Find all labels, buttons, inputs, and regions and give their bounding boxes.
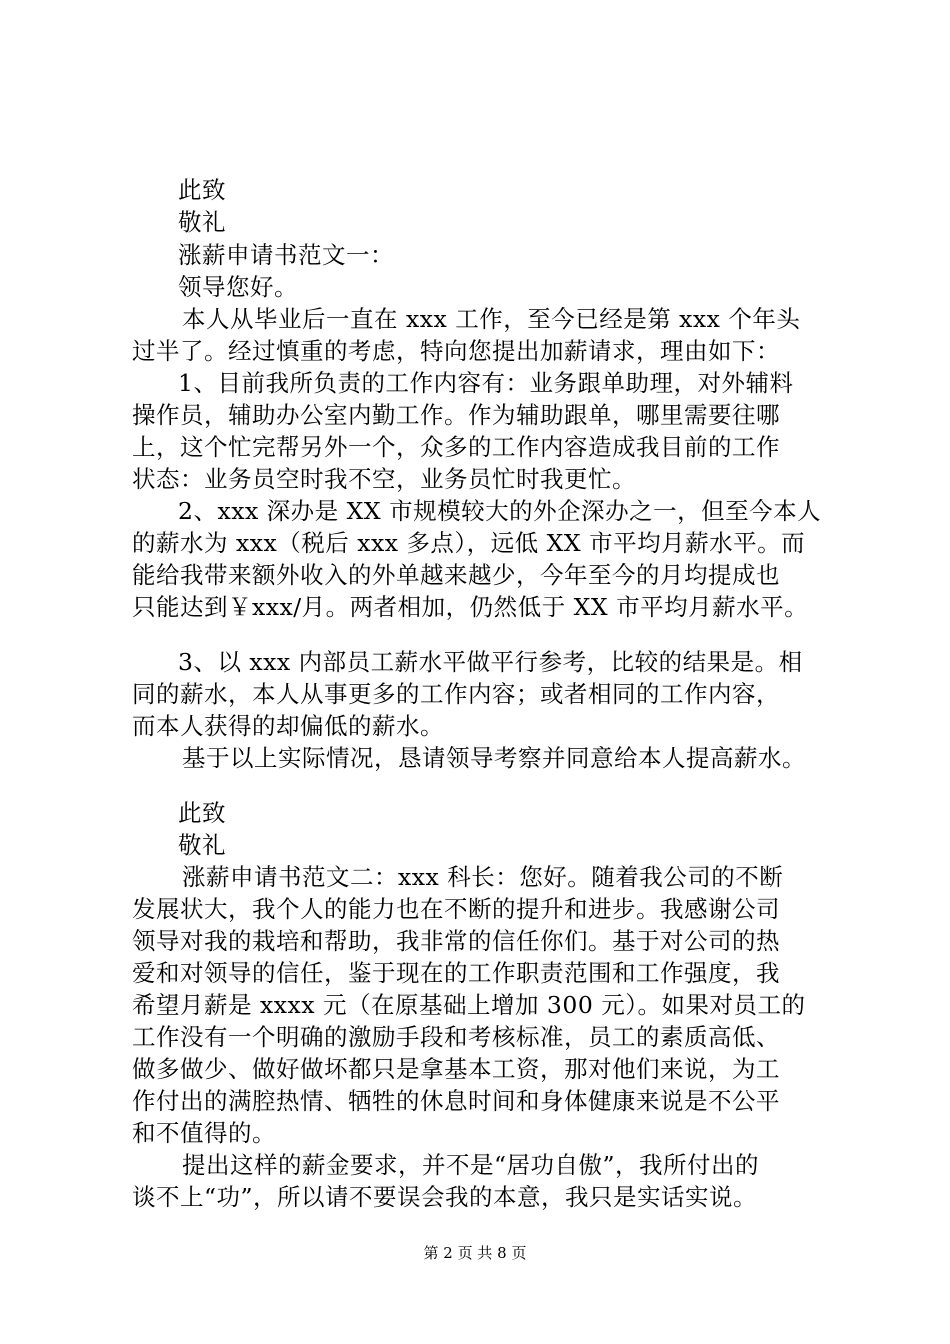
paragraph-line: 过半了。经过慎重的考虑，特向您提出加薪请求，理由如下： [132, 337, 780, 365]
paragraph-line: 2、xxx 深办是 XX 市规模较大的外企深办之一，但至今本人 [178, 497, 822, 525]
paragraph-line: 谈不上“功”，所以请不要误会我的本意，我只是实话实说。 [132, 1183, 758, 1211]
section-title: 涨薪申请书范文一： [178, 241, 394, 269]
salutation-line: 敬礼 [178, 208, 226, 236]
paragraph-line: 和不值得的。 [132, 1119, 276, 1147]
closing-line: 此致 [178, 176, 226, 204]
paragraph-line: 操作员，辅助办公室内勤工作。作为辅助跟单，哪里需要往哪 [132, 401, 780, 429]
closing-line: 此致 [178, 799, 226, 827]
paragraph-line: 希望月薪是 xxxx 元（在原基础上增加 300 元）。如果对员工的 [132, 991, 806, 1019]
paragraph-line: 提出这样的薪金要求，并不是“居功自傲”，我所付出的 [182, 1151, 760, 1179]
paragraph-line: 状态：业务员空时我不空，业务员忙时我更忙。 [132, 465, 636, 493]
paragraph-line: 能给我带来额外收入的外单越来越少，今年至今的月均提成也 [132, 561, 780, 589]
paragraph-line: 上，这个忙完帮另外一个，众多的工作内容造成我目前的工作 [132, 433, 780, 461]
paragraph-line: 发展状大，我个人的能力也在不断的提升和进步。我感谢公司 [132, 895, 780, 923]
greeting-line: 领导您好。 [178, 273, 298, 301]
salutation-line: 敬礼 [178, 831, 226, 859]
paragraph-line: 领导对我的栽培和帮助，我非常的信任你们。基于对公司的热 [132, 927, 780, 955]
paragraph-line: 工作没有一个明确的激励手段和考核标准，员工的素质高低、 [132, 1023, 780, 1051]
paragraph-line: 只能达到￥xxx/月。两者相加，仍然低于 XX 市平均月薪水平。 [132, 593, 809, 621]
paragraph-line: 而本人获得的却偏低的薪水。 [132, 712, 444, 740]
paragraph-line: 作付出的满腔热情、牺牲的休息时间和身体健康来说是不公平 [132, 1087, 780, 1115]
paragraph-line: 3、以 xxx 内部员工薪水平做平行参考，比较的结果是。相 [178, 648, 803, 676]
paragraph-line: 爱和对领导的信任，鉴于现在的工作职责范围和工作强度，我 [132, 959, 780, 987]
paragraph-line: 同的薪水，本人从事更多的工作内容；或者相同的工作内容， [132, 680, 780, 708]
paragraph-line: 本人从毕业后一直在 xxx 工作，至今已经是第 xxx 个年头 [182, 305, 801, 333]
paragraph-line: 做多做少、做好做坏都只是拿基本工资，那对他们来说，为工 [132, 1055, 780, 1083]
paragraph-line: 涨薪申请书范文二：xxx 科长：您好。随着我公司的不断 [182, 863, 784, 891]
page-footer: 第 2 页 共 8 页 [423, 1244, 527, 1262]
paragraph-line: 的薪水为 xxx（税后 xxx 多点），远低 XX 市平均月薪水平。而 [132, 529, 806, 557]
paragraph-line: 1、目前我所负责的工作内容有：业务跟单助理，对外辅料 [178, 369, 794, 397]
paragraph-line: 基于以上实际情况，恳请领导考察并同意给本人提高薪水。 [182, 744, 806, 772]
